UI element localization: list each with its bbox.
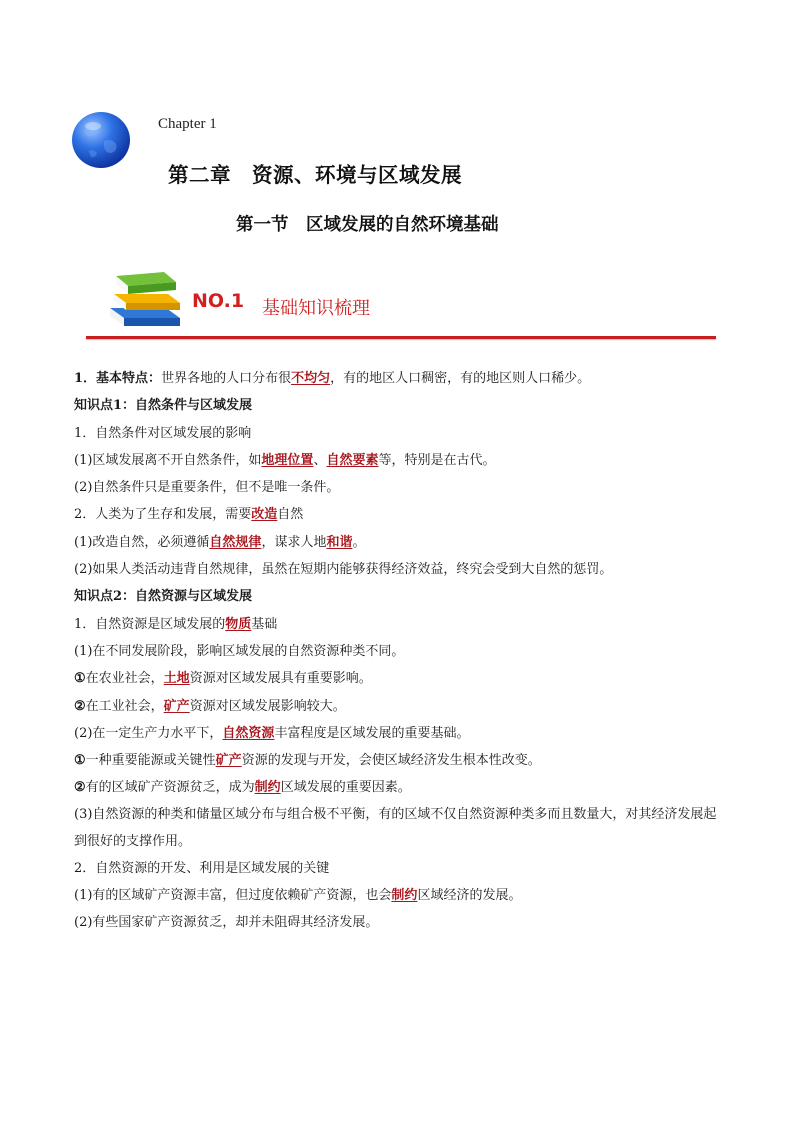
line-text: (3)自然资源的种类和储量区域分布与组合极不平衡，有的区域不仅自然资源种类多而且数量大，对其经济发展起到很好的支撑作用。 xyxy=(74,807,717,849)
bold-text: ① xyxy=(74,671,86,687)
answer-blank: 矿产 xyxy=(163,698,190,714)
globe-icon xyxy=(71,111,131,169)
answer-blank: 改造 xyxy=(251,507,278,523)
content-line xyxy=(74,479,726,497)
line-text: 区域发展的重要因素。 xyxy=(280,780,411,796)
line-text: ，有的地区人口稠密，有的地区则人口稀少。 xyxy=(330,371,591,386)
content-body xyxy=(74,370,726,942)
content-line xyxy=(74,561,726,579)
answer-blank: 和谐 xyxy=(326,534,353,550)
line-text: 自然 xyxy=(277,507,304,523)
answer-blank: 自然要素 xyxy=(326,452,379,468)
line-text: 2．人类为了生存和发展，需要 xyxy=(74,507,252,523)
line-text: (1)改造自然，必须遵循 xyxy=(74,534,210,550)
chapter-label: Chapter 1 xyxy=(158,116,217,132)
red-divider xyxy=(86,336,716,339)
content-line xyxy=(74,452,726,470)
content-line xyxy=(74,397,726,415)
section-number: NO.1 xyxy=(192,290,245,312)
line-text: (1)在不同发展阶段，影响区域发展的自然资源种类不同。 xyxy=(74,643,405,659)
line-text: 丰富程度是区域发展的重要基础。 xyxy=(274,725,470,741)
line-text: 资源对区域发展影响较大。 xyxy=(189,698,346,714)
line-text: 世界各地的人口分布很 xyxy=(161,371,292,386)
line-text: 在工业社会， xyxy=(85,698,164,714)
line-text: 、 xyxy=(313,452,327,468)
bold-text: ② xyxy=(74,698,86,714)
line-text: 资源的发现与开发，会使区域经济发生根本性改变。 xyxy=(241,753,541,769)
answer-blank: 自然资源 xyxy=(222,725,275,741)
line-text: 有的区域矿产资源贫乏，成为 xyxy=(85,780,255,796)
content-line xyxy=(74,698,726,716)
content-line xyxy=(74,534,726,552)
line-text: 区域经济的发展。 xyxy=(417,888,522,904)
answer-blank: 自然规律 xyxy=(209,534,262,550)
section-banner-title: 基础知识梳理 xyxy=(262,298,370,319)
content-line xyxy=(74,725,726,743)
section-title: 第一节 区域发展的自然环境基础 xyxy=(236,215,499,235)
content-line xyxy=(74,860,726,878)
line-text: 等，特别是在古代。 xyxy=(378,452,496,468)
content-line xyxy=(74,802,726,855)
answer-blank: 地理位置 xyxy=(261,452,314,468)
line-text: (1)有的区域矿产资源丰富，但过度依赖矿产资源，也会 xyxy=(74,888,392,904)
content-line xyxy=(74,670,726,688)
content-line xyxy=(74,425,726,443)
line-text: 一种重要能源或关键性 xyxy=(85,753,216,769)
bold-text: 1． xyxy=(74,371,97,386)
content-line xyxy=(74,370,726,388)
answer-blank: 不均匀 xyxy=(291,371,331,386)
line-text: 1．自然资源是区域发展的 xyxy=(74,616,226,632)
content-line xyxy=(74,779,726,797)
bold-text: 基本特点： xyxy=(96,371,162,386)
chapter-title: 第二章 资源、环境与区域发展 xyxy=(168,163,462,187)
answer-blank: 土地 xyxy=(163,671,190,687)
content-line xyxy=(74,914,726,932)
line-text: 基础 xyxy=(251,616,278,632)
line-text: 资源对区域发展具有重要影响。 xyxy=(189,671,372,687)
line-text: 。 xyxy=(352,534,366,550)
line-text: 在农业社会， xyxy=(85,671,164,687)
bold-text: ② xyxy=(74,780,86,796)
content-line xyxy=(74,588,726,606)
line-text: 1．自然条件对区域发展的影响 xyxy=(74,425,252,441)
line-text: (1)区域发展离不开自然条件，如 xyxy=(74,452,262,468)
content-line xyxy=(74,506,726,524)
line-text: (2)在一定生产力水平下， xyxy=(74,725,223,741)
answer-blank: 制约 xyxy=(254,780,281,796)
content-line xyxy=(74,616,726,634)
line-text: ，谋求人地 xyxy=(261,534,327,550)
line-text: 2．自然资源的开发、利用是区域发展的关键 xyxy=(74,860,330,876)
bold-text: ① xyxy=(74,753,86,769)
answer-blank: 物质 xyxy=(225,616,252,632)
answer-blank: 矿产 xyxy=(215,753,242,769)
answer-blank: 制约 xyxy=(391,888,418,904)
content-line xyxy=(74,752,726,770)
content-line xyxy=(74,643,726,661)
line-text: (2)自然条件只是重要条件，但不是唯一条件。 xyxy=(74,480,340,496)
content-line xyxy=(74,887,726,905)
line-text: (2)有些国家矿产资源贫乏，却并未阻碍其经济发展。 xyxy=(74,915,379,931)
bold-text: 知识点2：自然资源与区域发展 xyxy=(74,589,253,605)
line-text: (2)如果人类活动违背自然规律，虽然在短期内能够获得经济效益，终究会受到大自然的惩罚。 xyxy=(74,562,613,578)
books-icon xyxy=(104,268,186,328)
bold-text: 知识点1：自然条件与区域发展 xyxy=(74,398,253,414)
